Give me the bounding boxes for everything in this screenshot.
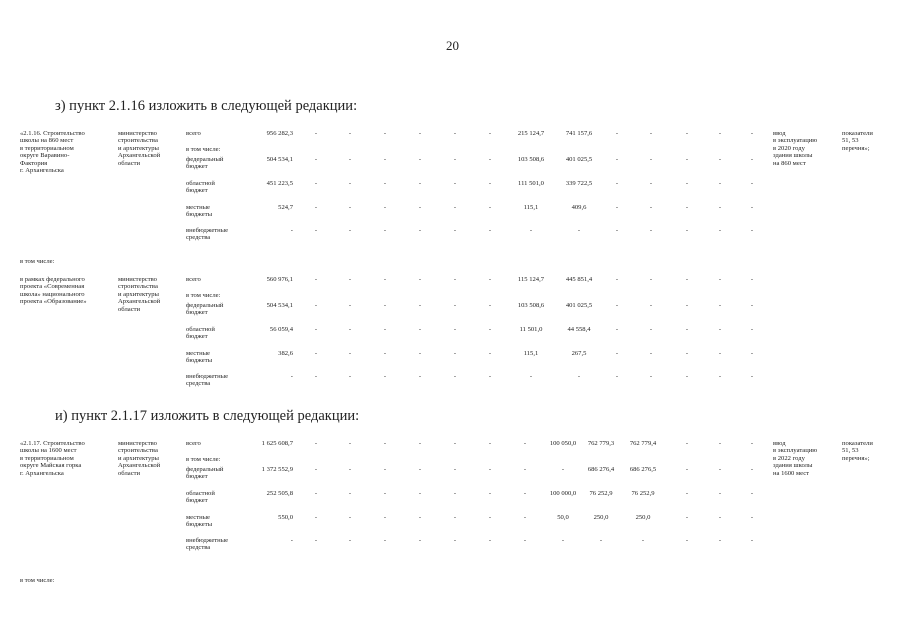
- funding-year-value: 686 276,4: [587, 466, 615, 473]
- funding-year-value: -: [418, 326, 422, 333]
- funding-year-value: 103 508,6: [517, 156, 545, 163]
- funding-year-value: -: [523, 466, 527, 473]
- funding-year-value: -: [649, 276, 653, 283]
- indicators: показатели 51, 53 перечня»;: [842, 440, 873, 462]
- funding-total: 451 223,5: [266, 180, 293, 187]
- funding-year-value: 76 252,9: [589, 490, 613, 497]
- funding-source-label: внебюджетные средства: [186, 537, 229, 552]
- funding-year-value: -: [750, 440, 754, 447]
- funding-year-value: -: [418, 350, 422, 357]
- funding-total: 504 534,1: [266, 156, 293, 163]
- funding-year-value: -: [685, 276, 689, 283]
- funding-year-value: 76 252,9: [631, 490, 655, 497]
- funding-year-value: -: [523, 490, 527, 497]
- funding-source-label: местные бюджеты: [186, 204, 213, 219]
- funding-year-value: -: [718, 130, 722, 137]
- executor: министерство строительства и архитектуры Архангельской области: [118, 276, 161, 313]
- funding-year-value: -: [685, 180, 689, 187]
- funding-year-value: -: [718, 326, 722, 333]
- funding-year-value: -: [314, 490, 318, 497]
- funding-year-value: -: [641, 537, 645, 544]
- funding-year-value: -: [488, 130, 492, 137]
- funding-source-label: федеральный бюджет: [186, 466, 224, 481]
- funding-year-value: -: [750, 227, 754, 234]
- funding-year-value: -: [750, 276, 754, 283]
- funding-year-value: -: [314, 350, 318, 357]
- funding-year-value: 339 722,5: [565, 180, 593, 187]
- funding-year-value: -: [314, 156, 318, 163]
- funding-year-value: -: [561, 537, 565, 544]
- funding-year-value: -: [750, 373, 754, 380]
- funding-year-value: -: [750, 180, 754, 187]
- funding-year-value: -: [418, 537, 422, 544]
- funding-year-value: -: [718, 440, 722, 447]
- funding-year-value: -: [718, 276, 722, 283]
- funding-year-value: -: [750, 204, 754, 211]
- funding-year-value: -: [488, 466, 492, 473]
- funding-year-value: -: [314, 326, 318, 333]
- funding-year-value: -: [488, 350, 492, 357]
- section-heading: з) пункт 2.1.16 изложить в следующей редакции:: [55, 98, 358, 114]
- funding-year-value: -: [348, 276, 352, 283]
- funding-year-value: 762 779,3: [587, 440, 615, 447]
- funding-year-value: -: [615, 276, 619, 283]
- funding-year-value: -: [418, 130, 422, 137]
- funding-source-label: всего: [186, 276, 201, 283]
- funding-year-value: 103 508,6: [517, 302, 545, 309]
- funding-year-value: -: [718, 466, 722, 473]
- funding-year-value: -: [418, 276, 422, 283]
- funding-year-value: 50,0: [557, 514, 569, 521]
- funding-year-value: -: [649, 156, 653, 163]
- funding-year-value: -: [418, 204, 422, 211]
- funding-year-value: -: [750, 302, 754, 309]
- funding-source-label: в том числе:: [186, 292, 221, 299]
- funding-source-label: в том числе:: [186, 146, 221, 153]
- funding-year-value: -: [348, 130, 352, 137]
- funding-total: 504 534,1: [266, 302, 293, 309]
- funding-year-value: -: [453, 514, 457, 521]
- funding-year-value: -: [348, 302, 352, 309]
- funding-year-value: -: [348, 180, 352, 187]
- funding-source-label: областной бюджет: [186, 326, 215, 341]
- funding-total: -: [290, 227, 293, 234]
- project-name: «2.1.17. Строительство школы на 1600 мест в территориальном округе Майская горка г. Архангельска: [20, 440, 85, 477]
- funding-year-value: -: [418, 514, 422, 521]
- funding-year-value: -: [488, 537, 492, 544]
- funding-year-value: -: [314, 130, 318, 137]
- funding-source-label: всего: [186, 440, 201, 447]
- funding-year-value: -: [615, 373, 619, 380]
- funding-year-value: -: [314, 180, 318, 187]
- funding-year-value: 115,1: [523, 350, 539, 357]
- funding-year-value: -: [577, 227, 581, 234]
- funding-year-value: -: [418, 440, 422, 447]
- funding-year-value: -: [529, 227, 533, 234]
- funding-year-value: -: [348, 514, 352, 521]
- funding-source-label: внебюджетные средства: [186, 373, 229, 388]
- funding-year-value: -: [685, 514, 689, 521]
- funding-year-value: -: [685, 130, 689, 137]
- funding-year-value: -: [348, 440, 352, 447]
- funding-year-value: -: [453, 537, 457, 544]
- funding-year-value: 267,5: [571, 350, 587, 357]
- executor: министерство строительства и архитектуры Архангельской области: [118, 130, 161, 167]
- funding-year-value: -: [615, 156, 619, 163]
- funding-source-label: федеральный бюджет: [186, 302, 224, 317]
- funding-year-value: -: [488, 156, 492, 163]
- funding-year-value: -: [718, 490, 722, 497]
- funding-year-value: -: [685, 227, 689, 234]
- funding-year-value: -: [383, 373, 387, 380]
- funding-year-value: -: [418, 490, 422, 497]
- funding-year-value: -: [348, 227, 352, 234]
- funding-year-value: -: [649, 350, 653, 357]
- funding-year-value: -: [615, 302, 619, 309]
- funding-total: -: [290, 537, 293, 544]
- funding-year-value: -: [348, 350, 352, 357]
- funding-year-value: 115 124,7: [517, 276, 545, 283]
- funding-year-value: -: [685, 326, 689, 333]
- funding-year-value: -: [453, 130, 457, 137]
- funding-year-value: 100 050,0: [549, 440, 577, 447]
- funding-year-value: -: [615, 180, 619, 187]
- funding-year-value: -: [488, 490, 492, 497]
- funding-year-value: -: [649, 326, 653, 333]
- funding-year-value: -: [750, 466, 754, 473]
- funding-year-value: 250,0: [635, 514, 651, 521]
- funding-year-value: 215 124,7: [517, 130, 545, 137]
- funding-year-value: -: [348, 326, 352, 333]
- funding-year-value: -: [718, 204, 722, 211]
- funding-year-value: -: [718, 227, 722, 234]
- funding-year-value: -: [418, 466, 422, 473]
- funding-year-value: -: [685, 466, 689, 473]
- funding-year-value: -: [685, 302, 689, 309]
- funding-year-value: -: [383, 326, 387, 333]
- funding-year-value: -: [453, 466, 457, 473]
- funding-year-value: 250,0: [593, 514, 609, 521]
- funding-year-value: -: [348, 466, 352, 473]
- funding-year-value: 762 779,4: [629, 440, 657, 447]
- funding-year-value: -: [383, 514, 387, 521]
- funding-year-value: -: [750, 156, 754, 163]
- funding-source-label: областной бюджет: [186, 180, 215, 195]
- funding-source-label: федеральный бюджет: [186, 156, 224, 171]
- funding-year-value: -: [750, 514, 754, 521]
- funding-year-value: -: [383, 180, 387, 187]
- funding-year-value: -: [383, 440, 387, 447]
- funding-year-value: -: [314, 373, 318, 380]
- funding-year-value: -: [418, 373, 422, 380]
- funding-year-value: -: [523, 537, 527, 544]
- funding-year-value: -: [523, 440, 527, 447]
- table-caption: в том числе:: [20, 258, 55, 265]
- funding-year-value: -: [348, 204, 352, 211]
- funding-year-value: -: [453, 326, 457, 333]
- funding-year-value: -: [599, 537, 603, 544]
- funding-total: 956 282,3: [266, 130, 293, 137]
- funding-year-value: -: [649, 204, 653, 211]
- funding-source-label: областной бюджет: [186, 490, 215, 505]
- funding-total: 252 505,8: [266, 490, 293, 497]
- funding-year-value: -: [418, 302, 422, 309]
- funding-year-value: -: [418, 227, 422, 234]
- funding-year-value: -: [685, 537, 689, 544]
- funding-year-value: 44 558,4: [567, 326, 591, 333]
- funding-year-value: -: [453, 204, 457, 211]
- funding-year-value: -: [718, 537, 722, 544]
- funding-year-value: 409,6: [571, 204, 587, 211]
- funding-year-value: -: [348, 156, 352, 163]
- funding-year-value: -: [615, 227, 619, 234]
- funding-year-value: 401 025,5: [565, 302, 593, 309]
- funding-year-value: -: [383, 537, 387, 544]
- funding-year-value: -: [314, 204, 318, 211]
- expected-result: ввод в эксплуатацию в 2020 году здания школы на 860 мест: [773, 130, 818, 167]
- funding-year-value: -: [718, 180, 722, 187]
- funding-year-value: -: [615, 204, 619, 211]
- funding-year-value: -: [383, 276, 387, 283]
- funding-total: 524,7: [278, 204, 293, 211]
- funding-year-value: -: [685, 204, 689, 211]
- funding-year-value: -: [314, 276, 318, 283]
- funding-year-value: -: [523, 514, 527, 521]
- funding-year-value: 741 157,6: [565, 130, 593, 137]
- funding-year-value: -: [383, 302, 387, 309]
- section-heading: и) пункт 2.1.17 изложить в следующей редакции:: [55, 408, 360, 424]
- indicators: показатели 51, 53 перечня»;: [842, 130, 873, 152]
- funding-year-value: -: [453, 276, 457, 283]
- funding-year-value: -: [488, 180, 492, 187]
- funding-year-value: -: [348, 490, 352, 497]
- page-number: 20: [446, 38, 459, 53]
- funding-year-value: -: [750, 130, 754, 137]
- funding-year-value: -: [577, 373, 581, 380]
- funding-year-value: -: [649, 130, 653, 137]
- funding-year-value: -: [453, 302, 457, 309]
- funding-source-label: местные бюджеты: [186, 350, 213, 365]
- project-name: в рамках федерального проекта «Современная школа» национального проекта «Образование»: [20, 276, 87, 306]
- funding-year-value: 686 276,5: [629, 466, 657, 473]
- funding-year-value: -: [383, 350, 387, 357]
- funding-year-value: -: [750, 490, 754, 497]
- funding-year-value: -: [488, 302, 492, 309]
- funding-total: 1 625 608,7: [261, 440, 293, 447]
- funding-year-value: -: [649, 373, 653, 380]
- funding-year-value: -: [750, 326, 754, 333]
- funding-year-value: -: [718, 373, 722, 380]
- funding-year-value: -: [529, 373, 533, 380]
- funding-year-value: -: [453, 156, 457, 163]
- funding-total: 1 372 552,9: [261, 466, 293, 473]
- funding-total: -: [290, 373, 293, 380]
- funding-year-value: -: [453, 373, 457, 380]
- expected-result: ввод в эксплуатацию в 2022 году здания школы на 1600 мест: [773, 440, 818, 477]
- funding-year-value: -: [488, 440, 492, 447]
- funding-year-value: 445 851,4: [565, 276, 593, 283]
- funding-year-value: -: [615, 326, 619, 333]
- funding-year-value: -: [649, 180, 653, 187]
- funding-year-value: -: [649, 227, 653, 234]
- funding-year-value: -: [348, 373, 352, 380]
- funding-year-value: -: [453, 227, 457, 234]
- funding-year-value: -: [649, 302, 653, 309]
- funding-year-value: -: [383, 130, 387, 137]
- funding-year-value: -: [314, 440, 318, 447]
- funding-year-value: -: [685, 350, 689, 357]
- funding-year-value: -: [685, 490, 689, 497]
- funding-year-value: -: [488, 204, 492, 211]
- funding-source-label: внебюджетные средства: [186, 227, 229, 242]
- funding-total: 56 059,4: [269, 326, 293, 333]
- funding-year-value: -: [348, 537, 352, 544]
- funding-year-value: 401 025,5: [565, 156, 593, 163]
- funding-year-value: -: [718, 514, 722, 521]
- funding-year-value: -: [383, 204, 387, 211]
- funding-year-value: 100 000,0: [549, 490, 577, 497]
- funding-year-value: -: [750, 350, 754, 357]
- funding-year-value: -: [383, 227, 387, 234]
- funding-year-value: -: [314, 514, 318, 521]
- funding-year-value: -: [314, 537, 318, 544]
- funding-year-value: -: [383, 466, 387, 473]
- funding-year-value: 111 501,0: [518, 180, 544, 187]
- funding-year-value: -: [453, 350, 457, 357]
- funding-total: 560 976,1: [266, 276, 293, 283]
- funding-source-label: всего: [186, 130, 201, 137]
- funding-year-value: -: [615, 350, 619, 357]
- executor: министерство строительства и архитектуры Архангельской области: [118, 440, 161, 477]
- funding-year-value: -: [685, 440, 689, 447]
- funding-year-value: -: [488, 276, 492, 283]
- funding-year-value: -: [488, 326, 492, 333]
- funding-total: 382,6: [278, 350, 293, 357]
- funding-year-value: -: [314, 302, 318, 309]
- funding-year-value: -: [314, 466, 318, 473]
- funding-year-value: 11 501,0: [519, 326, 543, 333]
- funding-year-value: -: [488, 373, 492, 380]
- funding-year-value: -: [453, 440, 457, 447]
- funding-year-value: -: [488, 227, 492, 234]
- funding-year-value: 115,1: [523, 204, 539, 211]
- funding-year-value: -: [314, 227, 318, 234]
- funding-year-value: -: [561, 466, 565, 473]
- funding-year-value: -: [718, 350, 722, 357]
- funding-year-value: -: [383, 156, 387, 163]
- funding-year-value: -: [488, 514, 492, 521]
- funding-year-value: -: [418, 156, 422, 163]
- funding-year-value: -: [453, 490, 457, 497]
- funding-year-value: -: [685, 156, 689, 163]
- funding-year-value: -: [615, 130, 619, 137]
- funding-year-value: -: [685, 373, 689, 380]
- funding-year-value: -: [418, 180, 422, 187]
- project-name: «2.1.16. Строительство школы на 860 мест в территориальном округе Варавино- Фактория г. Архангельска: [20, 130, 85, 175]
- funding-year-value: -: [718, 156, 722, 163]
- funding-year-value: -: [750, 537, 754, 544]
- funding-year-value: -: [383, 490, 387, 497]
- funding-source-label: местные бюджеты: [186, 514, 213, 529]
- funding-year-value: -: [453, 180, 457, 187]
- funding-total: 550,0: [278, 514, 293, 521]
- funding-year-value: -: [718, 302, 722, 309]
- funding-source-label: в том числе:: [186, 456, 221, 463]
- footer-caption: в том числе:: [20, 577, 55, 584]
